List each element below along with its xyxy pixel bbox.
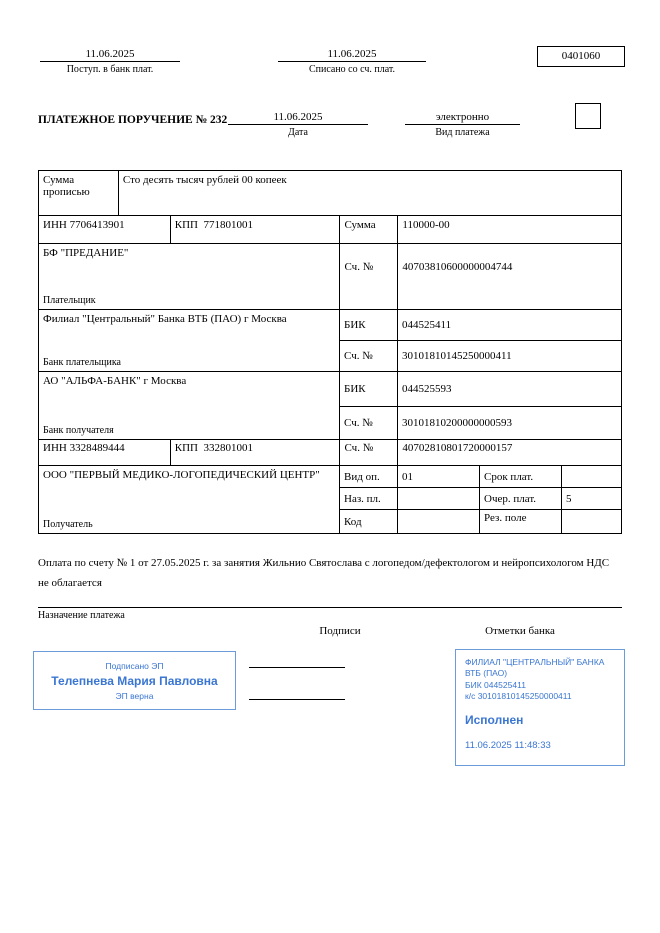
payer-bank-bik-label: БИК [340,310,398,341]
rez-pole-value [562,510,622,534]
bank-stamp [455,649,625,766]
bank-stamp-status: Исполнен [465,712,524,727]
payer-bank-cell [39,310,340,372]
doc-date-label: Дата [288,127,308,138]
payee-bank-account-label: Сч. № [340,407,398,440]
bank-stamp-datetime: 11.06.2025 11:48:33 [465,740,551,752]
sum-label: Сумма [340,216,398,244]
kod-value [398,510,480,534]
payee-kpp: КПП 332801001 [171,440,341,466]
payer-bank-right [340,310,622,372]
payment-kind: электронно [405,111,520,125]
kod-label: Код [340,510,398,534]
purpose-label: Назначение платежа [38,610,125,621]
kod-row [340,510,622,534]
vid-op-value: 01 [398,466,480,488]
payee-inn-row [39,440,622,466]
signature-stamp-line1: Подписано ЭП [105,660,164,671]
payer-account-label: Сч. № [340,244,398,310]
bank-stamp-corr-account: к/с 30101810145250000411 [465,691,572,702]
srok-plat-value [562,466,622,488]
amount-words-row [39,171,622,216]
payee-bank-right [340,372,622,440]
payee-bank-account-row [340,407,622,440]
payee-bank-cell [39,372,340,440]
ocher-plat-label: Очер. плат. [480,488,562,510]
bank-stamp-branch: ФИЛИАЛ "ЦЕНТРАЛЬНЫЙ" БАНКА ВТБ (ПАО) [465,657,605,679]
signature-stamp [33,651,236,710]
naz-pl-row [340,488,622,510]
payment-table [38,170,622,534]
doc-date-block [228,111,368,138]
signature-line-2 [249,699,345,700]
signature-stamp-name: Телепнева Мария Павловна [51,673,218,688]
payee-row [39,466,622,534]
doc-title: ПЛАТЕЖНОЕ ПОРУЧЕНИЕ № 232 [38,114,228,126]
payer-bank-label: Банк плательщика [43,357,121,368]
payment-kind-block [405,111,520,138]
status-box [575,103,601,129]
vid-op-label: Вид оп. [340,466,398,488]
payer-bank-bik-row [340,310,622,341]
payer-bank-row [39,310,622,372]
payee-bank-row [39,372,622,440]
amount-words-value: Сто десять тысяч рублей 00 копеек [119,171,622,216]
payer-bank-bik: 044525411 [398,310,622,341]
payee-bank-account: 30101810200000000593 [398,407,622,440]
purpose-text: Оплата по счету № 1 от 27.05.2025 г. за занятия Жильнио Святослава с логопедом/дефектологом и нейропсихологом НДС не облагается [38,550,622,608]
payee-bank-label: Банк получателя [43,425,114,436]
srok-plat-label: Срок плат. [480,466,562,488]
payee-bank-bik-row [340,372,622,407]
payee-bank-name: АО "АЛЬФА-БАНК" г Москва [43,375,187,387]
rez-pole-label: Рез. поле [480,510,562,534]
payer-name: БФ "ПРЕДАНИЕ" [43,247,129,259]
payer-inn: ИНН 7706413901 [39,216,171,244]
doc-date: 11.06.2025 [228,111,368,125]
signature-stamp-line3: ЭП верна [115,690,154,701]
vid-op-row [340,466,622,488]
naz-pl-label: Наз. пл. [340,488,398,510]
bank-stamp-bik: БИК 044525411 [465,679,526,690]
payer-label: Плательщик [43,295,96,306]
payer-bank-account-label: Сч. № [340,341,398,372]
naz-pl-value [398,488,480,510]
payee-cell [39,466,340,534]
payment-kind-label: Вид платежа [435,127,490,138]
debited-date: 11.06.2025 [278,48,426,62]
payer-bank-account: 30101810145250000411 [398,341,622,372]
payer-account: 40703810600000004744 [398,244,622,310]
debited-date-label: Списано со сч. плат. [308,64,396,75]
received-date: 11.06.2025 [40,48,180,62]
ocher-plat-value: 5 [562,488,622,510]
amount-words-label: Сумма прописью [39,171,119,216]
payee-right [340,466,622,534]
payee-label: Получатель [43,519,93,530]
sum-value: 110000-00 [398,216,622,244]
payer-inn-row [39,216,622,244]
payee-inn: ИНН 3328489444 [39,440,171,466]
payer-row [39,244,622,310]
payer-kpp: КПП 771801001 [171,216,341,244]
debited-date-block [278,48,426,75]
purpose-block [38,550,622,621]
signatures-heading: Подписи [319,625,361,637]
received-date-label: Поступ. в банк плат. [66,64,154,75]
payee-name: ООО "ПЕРВЫЙ МЕДИКО-ЛОГОПЕДИЧЕСКИЙ ЦЕНТР" [43,469,320,481]
payee-account-label: Сч. № [340,440,398,466]
payer-bank-name: Филиал "Центральный" Банка ВТБ (ПАО) г Москва [43,313,287,325]
payee-account: 40702810801720000157 [398,440,622,466]
payee-bank-bik-label: БИК [340,372,398,407]
signature-line-1 [249,667,345,668]
bank-marks-heading: Отметки банка [485,625,555,637]
received-date-block [40,48,180,75]
form-code-box: 0401060 [537,46,625,67]
payer-bank-account-row [340,341,622,372]
payer-cell [39,244,340,310]
payee-bank-bik: 044525593 [398,372,622,407]
